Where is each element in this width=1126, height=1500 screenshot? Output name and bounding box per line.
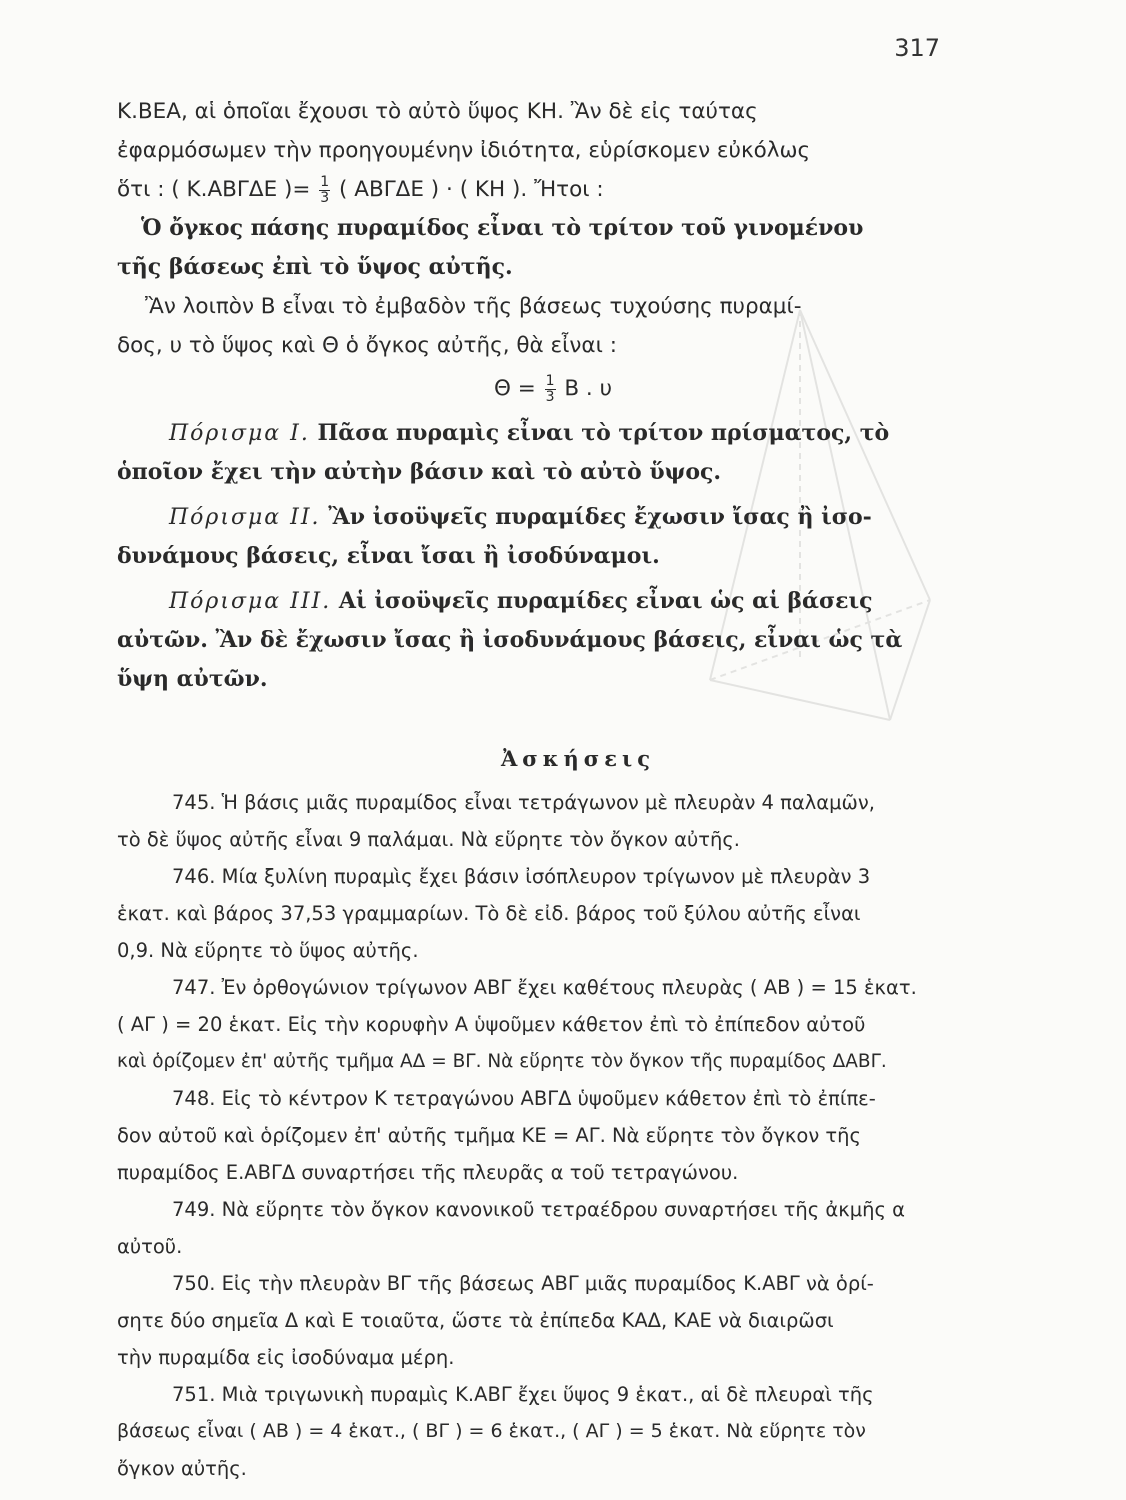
page-body	[117, 92, 949, 1487]
corollary-label: Πόρισμα ΙΙ.	[169, 505, 321, 530]
exercise-line: τὴν πυραμίδα εἰς ἰσοδύναμα μέρη.	[117, 1346, 455, 1369]
exercise-line: πυραμίδος Ε.ΑΒΓΔ συναρτήσει τῆς πλευρᾶς α τοῦ τετραγώνου.	[117, 1161, 739, 1184]
corollary-line: αὐτῶν. Ἂν δὲ ἔχωσιν ἴσας ἢ ἰσοδυνάμους βάσεις, εἶναι ὡς τὰ	[117, 627, 903, 653]
fraction-denominator: 3	[320, 189, 330, 206]
exercise-line: αὐτοῦ.	[117, 1235, 183, 1258]
exercise-line: 745. Ἡ βάσις μιᾶς πυραμίδος εἶναι τετράγωνον μὲ πλευρὰν 4 παλαμῶν,	[172, 791, 875, 814]
corollary-line: ὕψη αὐτῶν.	[117, 666, 268, 692]
exercise-line: 748. Εἰς τὸ κέντρον Κ τετραγώνου ΑΒΓΔ ὑψοῦμεν κάθετον ἐπὶ τὸ ἐπίπε-	[172, 1087, 876, 1110]
fraction	[545, 374, 556, 405]
corollary-label: Πόρισμα Ι.	[169, 421, 310, 446]
text-segment: ὅτι : ( Κ.ΑΒΓΔΕ )=	[117, 177, 311, 202]
corollary-text: Πᾶσα πυραμὶς εἶναι τὸ τρίτον πρίσματος, τὸ	[317, 420, 890, 446]
exercise-line: δον αὐτοῦ καὶ ὁρίζομεν ἐπ' αὐτῆς τμῆμα ΚΕ = ΑΓ. Νὰ εὕρητε τὸν ὄγκον τῆς	[117, 1124, 861, 1147]
corollary-line	[117, 582, 949, 621]
corollary-text: Ἂν ἰσοϋψεῖς πυραμίδες ἔχωσιν ἴσας ἢ ἰσο-	[328, 504, 872, 530]
fraction-numerator: 1	[545, 372, 555, 389]
volume-formula	[157, 369, 949, 408]
exercises-heading: Ἀσκήσεις	[501, 746, 655, 771]
formula-left: Θ =	[493, 376, 536, 401]
theorem-line: τῆς βάσεως ἐπὶ τὸ ὕψος αὐτῆς.	[117, 254, 513, 280]
exercise-line: 750. Εἰς τὴν πλευρὰν ΒΓ τῆς βάσεως ΑΒΓ μιᾶς πυραμίδος Κ.ΑΒΓ νὰ ὁρί-	[172, 1272, 874, 1295]
fraction-numerator: 1	[320, 173, 330, 190]
exercise-line: ( ΑΓ ) = 20 ἑκατ. Εἰς τὴν κορυφὴν Α ὑψοῦμεν κάθετον ἐπὶ τὸ ἐπίπεδον αὐτοῦ	[117, 1013, 866, 1036]
exercise-line: σητε δύο σημεῖα Δ καὶ Ε τοιαῦτα, ὥστε τὰ ἐπίπεδα ΚΑΔ, ΚΑΕ νὰ διαιρῶσι	[117, 1309, 834, 1332]
exercise-line: 746. Μία ξυλίνη πυραμὶς ἔχει βάσιν ἰσόπλευρον τρίγωνον μὲ πλευρὰν 3	[172, 865, 871, 888]
exercise-line: 751. Μιὰ τριγωνικὴ πυραμὶς Κ.ΑΒΓ ἔχει ὕψος 9 ἑκατ., αἱ δὲ πλευραὶ τῆς	[172, 1383, 874, 1406]
fraction	[319, 175, 330, 206]
page-number: 317	[894, 34, 940, 62]
theorem-line: Ὁ ὄγκος πάσης πυραμίδος εἶναι τὸ τρίτον τοῦ γινομένου	[141, 215, 864, 241]
corollary-label: Πόρισμα ΙΙΙ.	[169, 589, 332, 614]
text-line: ἐφαρμόσωμεν τὴν προηγουμένην ἰδιότητα, εὑρίσκομεν εὐκόλως	[117, 138, 811, 163]
exercise-line: ἑκατ. καὶ βάρος 37,53 γραμμαρίων. Τὸ δὲ εἰδ. βάρος τοῦ ξύλου αὐτῆς εἶναι	[117, 902, 861, 925]
corollary-line: ὁποῖον ἔχει τὴν αὐτὴν βάσιν καὶ τὸ αὐτὸ ὕψος.	[117, 459, 722, 485]
exercise-line: 747. Ἐν ὀρθογώνιον τρίγωνον ΑΒΓ ἔχει καθέτους πλευρὰς ( ΑΒ ) = 15 ἑκατ.	[172, 976, 917, 999]
exercise-line: καὶ ὁρίζομεν ἐπ' αὐτῆς τμῆμα ΑΔ = ΒΓ. Νὰ εὕρητε τὸν ὄγκον τῆς πυραμίδος ΔΑΒΓ.	[117, 1051, 887, 1072]
exercise-line: τὸ δὲ ὕψος αὐτῆς εἶναι 9 παλάμαι. Νὰ εὕρητε τὸν ὄγκον αὐτῆς.	[117, 828, 740, 851]
corollary-line	[117, 498, 949, 537]
exercise-line: βάσεως εἶναι ( ΑΒ ) = 4 ἑκατ., ( ΒΓ ) = 6 ἑκατ., ( ΑΓ ) = 5 ἑκατ. Νὰ εὕρητε τὸν	[117, 1420, 866, 1442]
formula-right: Β . υ	[564, 376, 613, 401]
corollary-line: δυνάμους βάσεις, εἶναι ἴσαι ἢ ἰσοδύναμοι.	[117, 543, 660, 569]
text-line: Ἂν λοιπὸν Β εἶναι τὸ ἐμβαδὸν τῆς βάσεως τυχούσης πυραμί-	[145, 294, 802, 319]
corollary-line	[117, 414, 949, 453]
text-line-with-fraction	[117, 170, 949, 209]
exercise-line: 749. Νὰ εὕρητε τὸν ὄγκον κανονικοῦ τετραέδρου συναρτήσει τῆς ἀκμῆς α	[172, 1198, 906, 1221]
corollary-text: Αἱ ἰσοϋψεῖς πυραμίδες εἶναι ὡς αἱ βάσεις	[338, 588, 873, 614]
fraction-denominator: 3	[545, 388, 555, 405]
exercises-list	[117, 784, 949, 1487]
text-segment: ( ΑΒΓΔΕ ) · ( ΚΗ ). Ἤτοι :	[339, 177, 604, 202]
text-line: Κ.ΒΕΑ, αἱ ὁποῖαι ἔχουσι τὸ αὐτὸ ὕψος ΚΗ. Ἂν δὲ εἰς ταύτας	[117, 99, 758, 124]
exercise-line: 0,9. Νὰ εὕρητε τὸ ὕψος αὐτῆς.	[117, 939, 419, 962]
exercise-line: ὄγκον αὐτῆς.	[117, 1457, 247, 1480]
text-line: δος, υ τὸ ὕψος καὶ Θ ὁ ὄγκος αὐτῆς, θὰ εἶναι :	[117, 333, 617, 358]
